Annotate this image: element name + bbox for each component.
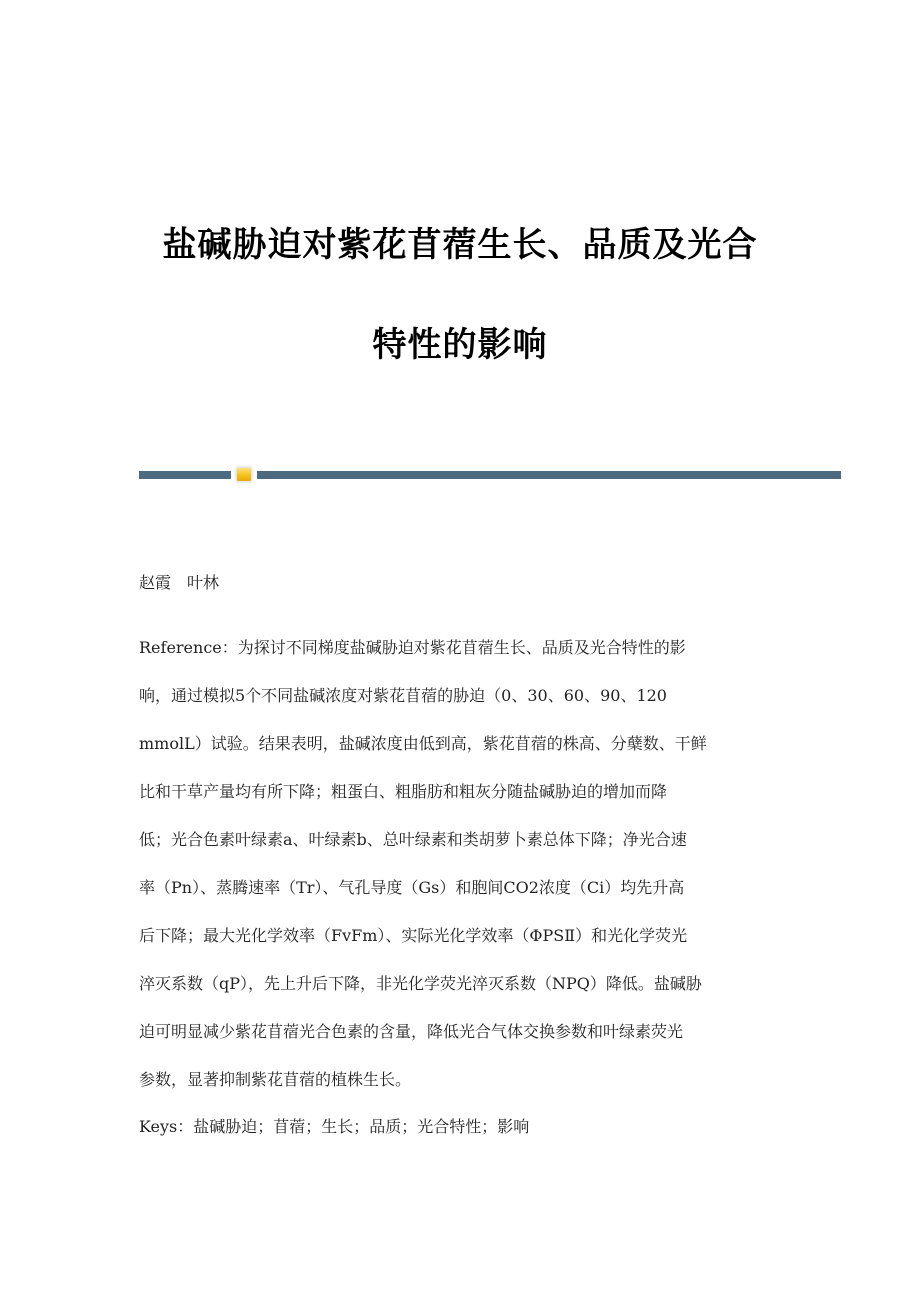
abstract-line: 迫可明显减少紫花苜蓿光合色素的含量，降低光合气体交换参数和叶绿素荧光 [139, 1022, 684, 1041]
abstract-line: 率（Pn）、蒸腾速率（Tr）、气孔导度（Gs）和胞间CO2浓度（Ci）均先升高 [139, 878, 685, 897]
document-title-line-1: 盐碱胁迫对紫花苜蓿生长、品质及光合 [162, 225, 758, 265]
abstract-line: 后下降；最大光化学效率（FvFm）、实际光化学效率（ΦPSⅡ）和光化学荧光 [139, 926, 688, 945]
divider-bar-right [257, 471, 841, 479]
abstract-line: 响，通过模拟5个不同盐碱浓度对紫花苜蓿的胁迫（0、30、60、90、120 [139, 686, 667, 705]
divider-bar-left [139, 471, 231, 479]
abstract-line: 低；光合色素叶绿素a、叶绿素b、总叶绿素和类胡萝卜素总体下降；净光合速 [139, 830, 687, 849]
title-divider [139, 471, 841, 480]
abstract-line: Reference：为探讨不同梯度盐碱胁迫对紫花苜蓿生长、品质及光合特性的影 [139, 638, 686, 657]
gold-square-ornament-icon [237, 468, 251, 481]
authors: 赵霞 叶林 [139, 573, 220, 592]
keywords: Keys：盐碱胁迫；苜蓿；生长；品质；光合特性；影响 [139, 1117, 530, 1136]
abstract-line: 比和干草产量均有所下降；粗蛋白、粗脂肪和粗灰分随盐碱胁迫的增加而降 [139, 782, 668, 801]
document-title-line-2: 特性的影响 [372, 325, 548, 365]
abstract [139, 624, 789, 1104]
abstract-line: 参数，显著抑制紫花苜蓿的植株生长。 [139, 1070, 412, 1089]
abstract-line: 淬灭系数（qP），先上升后下降，非光化学荧光淬灭系数（NPQ）降低。盐碱胁 [139, 974, 702, 993]
abstract-line: mmolL）试验。结果表明，盐碱浓度由低到高，紫花苜蓿的株高、分蘖数、干鲜 [139, 734, 707, 753]
